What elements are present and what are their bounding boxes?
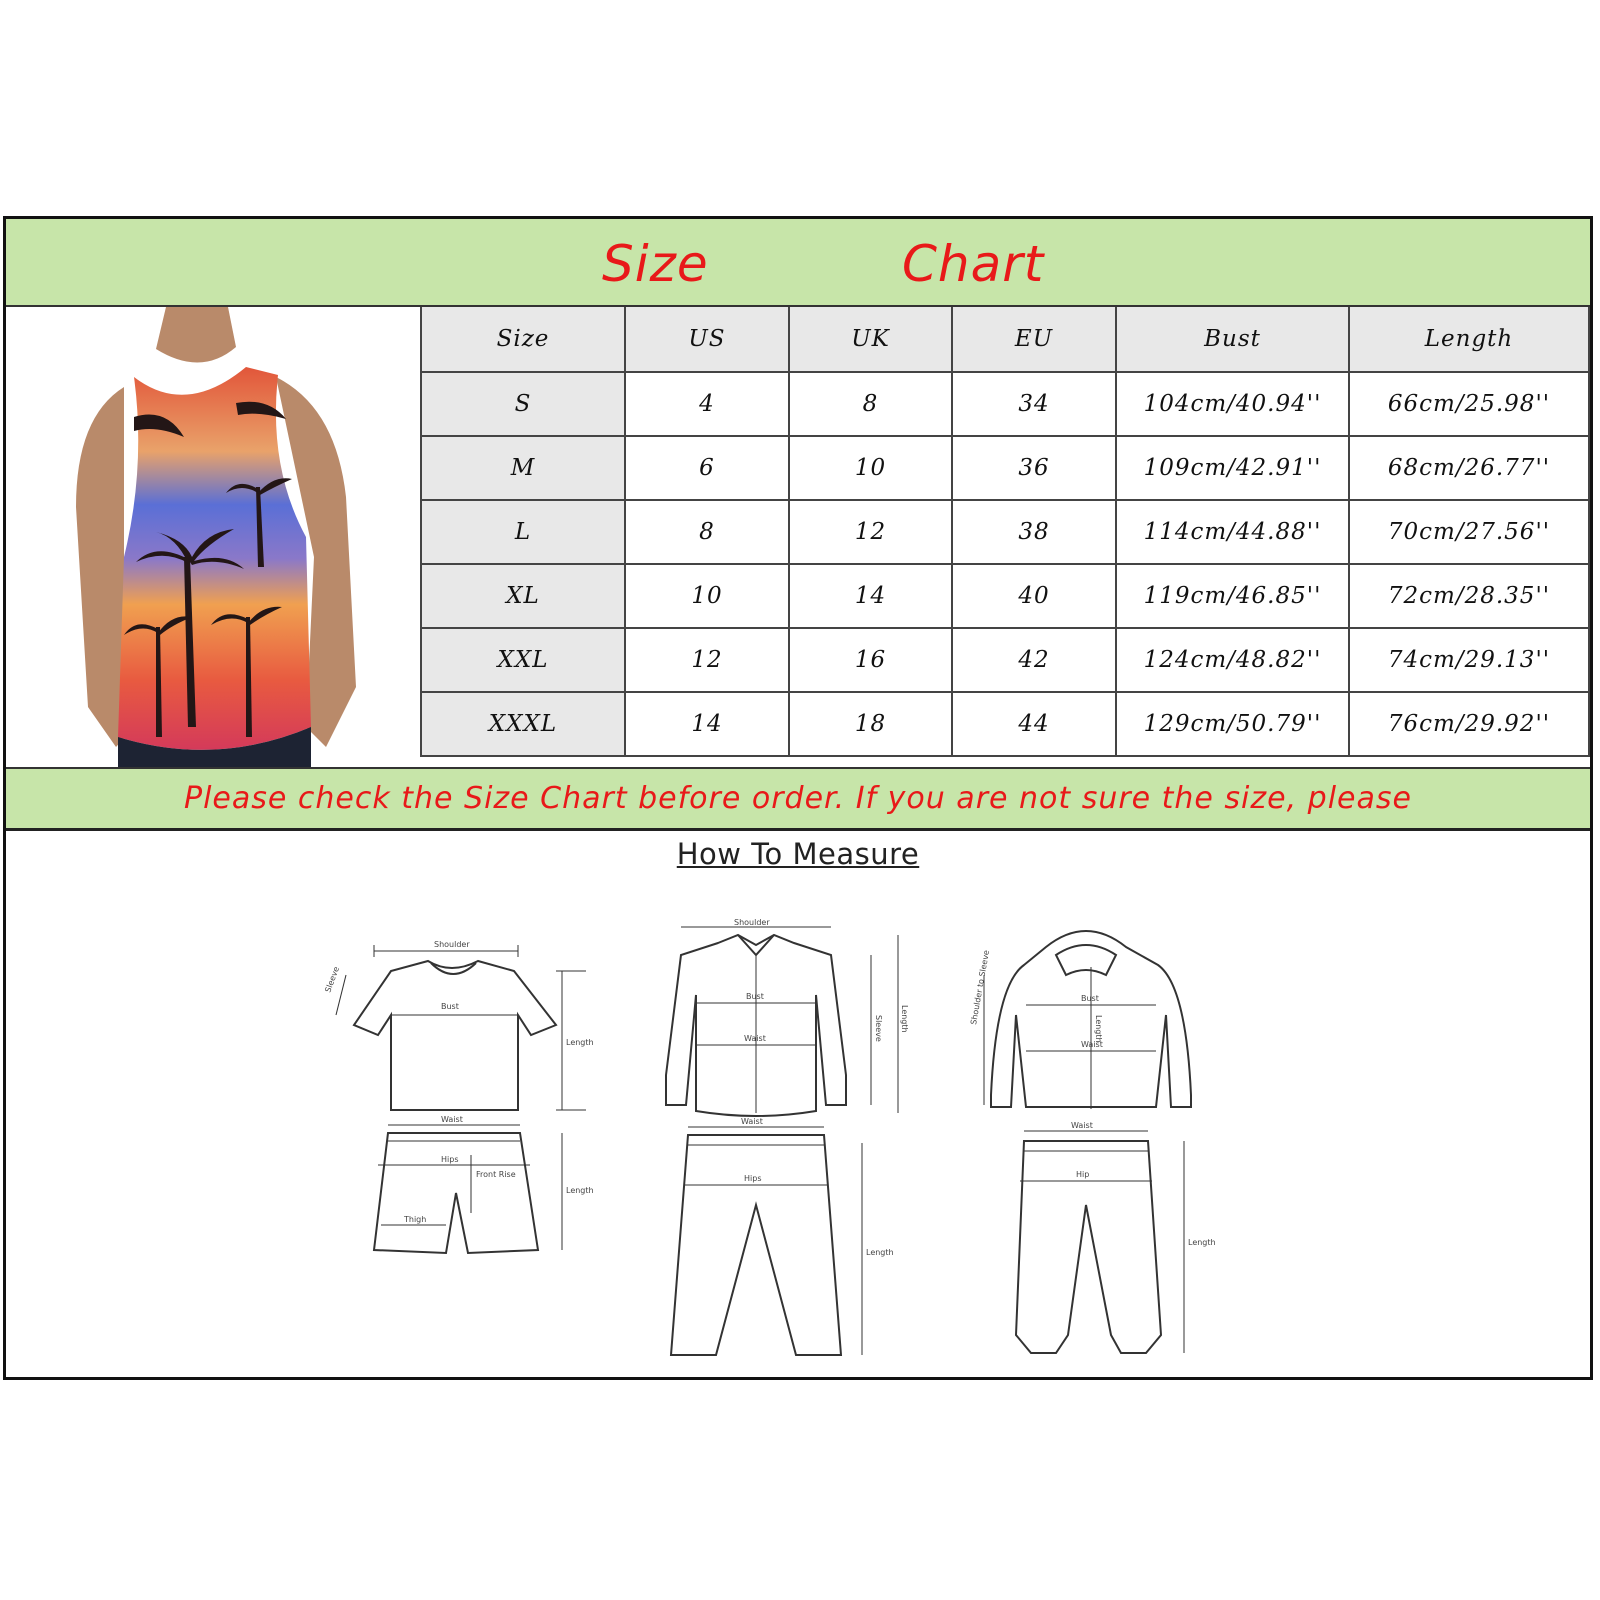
table-size-cell: XL xyxy=(420,565,626,629)
table-cell: 70cm/27.56'' xyxy=(1350,501,1590,565)
joggers-waist-label: Waist xyxy=(1071,1121,1093,1130)
title-chart-word: Chart xyxy=(902,235,1045,293)
table-size-cell: L xyxy=(420,501,626,565)
table-cell: 10 xyxy=(626,565,790,629)
table-cell: 12 xyxy=(790,501,953,565)
trousers-length-label: Length xyxy=(866,1248,894,1257)
table-cell: 129cm/50.79'' xyxy=(1117,693,1350,757)
hoodie-length-label: Length xyxy=(1094,1015,1103,1043)
trousers-waist-label: Waist xyxy=(741,1117,763,1126)
table-cell: 76cm/29.92'' xyxy=(1350,693,1590,757)
table-cell: 44 xyxy=(953,693,1117,757)
table-cell: 6 xyxy=(626,437,790,501)
table-cell: 4 xyxy=(626,373,790,437)
table-header-cell: US xyxy=(626,307,790,373)
shirt-length-label: Length xyxy=(900,1005,909,1033)
table-cell: 68cm/26.77'' xyxy=(1350,437,1590,501)
shorts-waist-label: Waist xyxy=(441,1115,463,1124)
table-cell: 18 xyxy=(790,693,953,757)
trousers-hips-label: Hips xyxy=(744,1174,762,1183)
shirt-bust-label: Bust xyxy=(746,992,764,1001)
table-cell: 16 xyxy=(790,629,953,693)
shorts-diagram xyxy=(374,1115,594,1253)
table-cell: 38 xyxy=(953,501,1117,565)
table-cell: 74cm/29.13'' xyxy=(1350,629,1590,693)
joggers-hip-label: Hip xyxy=(1076,1170,1090,1179)
table-size-cell: S xyxy=(420,373,626,437)
table-cell: 36 xyxy=(953,437,1117,501)
table-header-cell: Length xyxy=(1350,307,1590,373)
table-cell: 42 xyxy=(953,629,1117,693)
shirt-sleeve-label: Sleeve xyxy=(874,1015,883,1042)
table-cell: 12 xyxy=(626,629,790,693)
table-cell: 8 xyxy=(626,501,790,565)
table-cell: 34 xyxy=(953,373,1117,437)
shirt-shoulder-label: Shoulder xyxy=(734,918,770,927)
hoodie-shoulder-to-sleeve-label: Shoulder to Sleeve xyxy=(969,949,992,1026)
hoodie-waist-label: Waist xyxy=(1081,1040,1103,1049)
table-cell: 104cm/40.94'' xyxy=(1117,373,1350,437)
hoodie-bust-label: Bust xyxy=(1081,994,1099,1003)
title-size-word: Size xyxy=(602,235,709,293)
shorts-front-rise-label: Front Rise xyxy=(476,1170,516,1179)
how-to-measure-title: How To Measure xyxy=(676,837,920,871)
table-header-cell: EU xyxy=(953,307,1117,373)
table-size-cell: XXL xyxy=(420,629,626,693)
trousers-diagram xyxy=(671,1117,894,1355)
shorts-hips-label: Hips xyxy=(441,1155,459,1164)
shorts-thigh-label: Thigh xyxy=(404,1215,427,1224)
how-to-measure-diagrams xyxy=(286,875,1286,1375)
table-cell: 114cm/44.88'' xyxy=(1117,501,1350,565)
size-table xyxy=(420,307,1590,767)
shorts-length-label: Length xyxy=(566,1186,594,1195)
notice-band xyxy=(6,767,1590,831)
table-cell: 109cm/42.91'' xyxy=(1117,437,1350,501)
table-size-cell: XXXL xyxy=(420,693,626,757)
table-header-cell: Bust xyxy=(1117,307,1350,373)
title-band xyxy=(6,219,1590,307)
table-cell: 124cm/48.82'' xyxy=(1117,629,1350,693)
product-photo xyxy=(6,307,420,767)
table-cell: 8 xyxy=(790,373,953,437)
table-size-cell: M xyxy=(420,437,626,501)
table-cell: 40 xyxy=(953,565,1117,629)
table-cell: 10 xyxy=(790,437,953,501)
tshirt-bust-label: Bust xyxy=(441,1002,459,1011)
joggers-diagram xyxy=(1016,1121,1216,1353)
tshirt-sleeve-label: Sleeve xyxy=(323,965,342,994)
tshirt-shoulder-label: Shoulder xyxy=(434,940,470,949)
shirt-waist-label: Waist xyxy=(744,1034,766,1043)
table-header-cell: Size xyxy=(420,307,626,373)
table-cell: 14 xyxy=(626,693,790,757)
tshirt-length-label: Length xyxy=(566,1038,594,1047)
table-cell: 119cm/46.85'' xyxy=(1117,565,1350,629)
size-chart-card xyxy=(3,216,1593,1380)
tshirt-diagram xyxy=(323,940,593,1110)
notice-text: Please check the Size Chart before order. If you are not sure the size, please xyxy=(184,781,1412,816)
joggers-length-label: Length xyxy=(1188,1238,1216,1247)
table-cell: 72cm/28.35'' xyxy=(1350,565,1590,629)
table-header-cell: UK xyxy=(790,307,953,373)
hoodie-diagram xyxy=(969,931,1191,1109)
table-cell: 14 xyxy=(790,565,953,629)
shirt-diagram xyxy=(666,918,909,1116)
table-cell: 66cm/25.98'' xyxy=(1350,373,1590,437)
